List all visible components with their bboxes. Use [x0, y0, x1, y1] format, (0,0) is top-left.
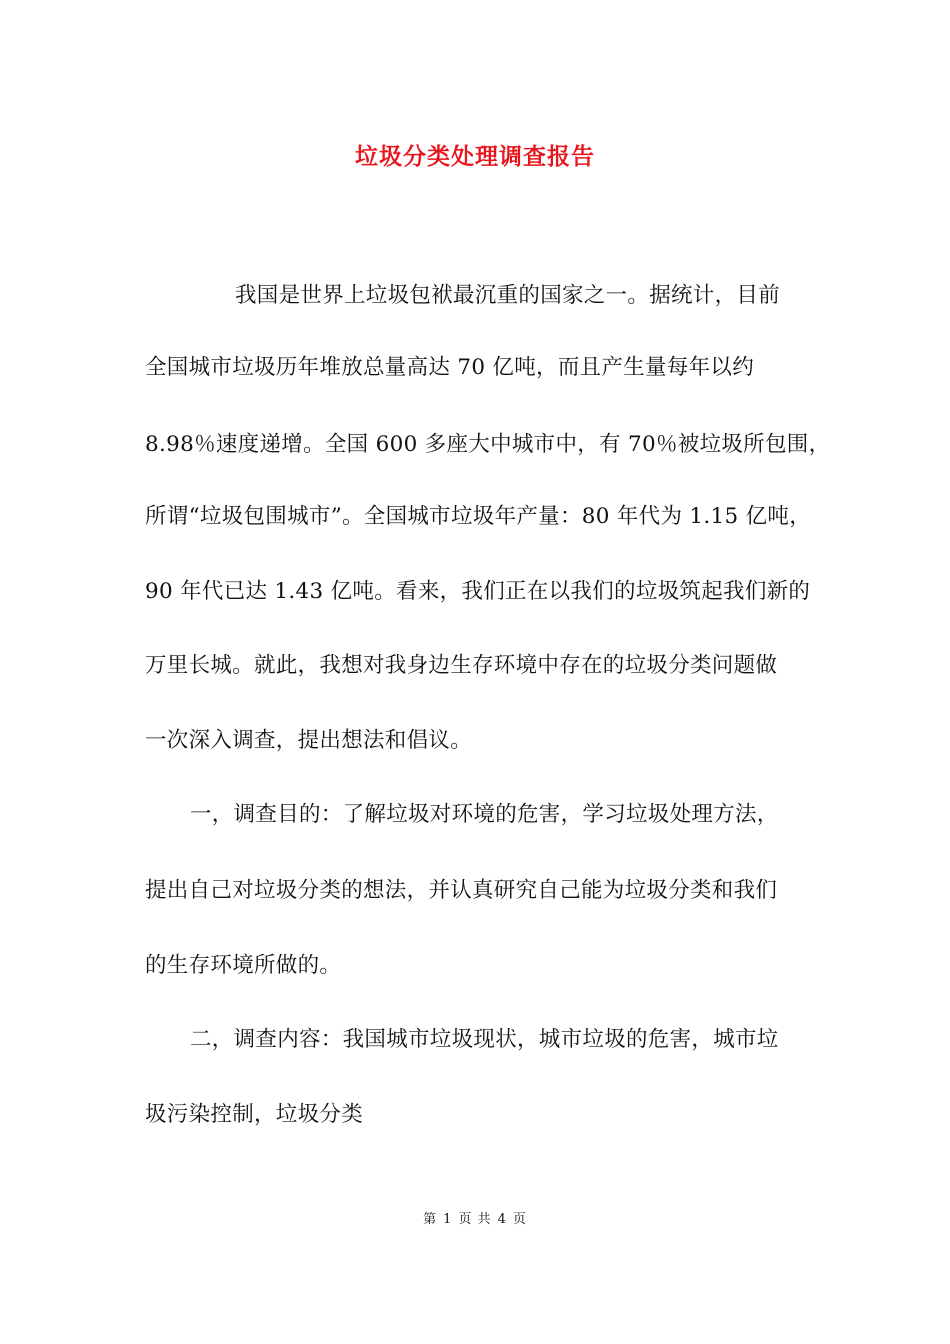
paragraph-line: 圾污染控制，垃圾分类: [145, 1102, 364, 1127]
footer-label-of: 页 共: [458, 1212, 492, 1227]
paragraph-line: 全国城市垃圾历年堆放总量高达 70 亿吨，而且产生量每年以约: [145, 355, 755, 380]
document-title: 垃圾分类处理调查报告: [355, 144, 595, 170]
paragraph-line: 一，调查目的：了解垃圾对环境的危害，学习垃圾处理方法，: [190, 802, 779, 827]
paragraph-line: 90 年代已达 1.43 亿吨。看来，我们正在以我们的垃圾筑起我们新的: [145, 579, 811, 604]
footer-label-end: 页: [512, 1212, 527, 1227]
paragraph-line: 的生存环境所做的。: [145, 953, 342, 978]
footer-total-pages: 4: [497, 1212, 507, 1227]
page-footer: [0, 1208, 950, 1227]
footer-label-page: 第: [423, 1212, 438, 1227]
paragraph-line: 8.98％速度递增。全国 600 多座大中城市中，有 70％被垃圾所包围，: [145, 432, 831, 457]
paragraph-line: 一次深入调查，提出想法和倡议。: [145, 728, 473, 753]
paragraph-line: 所谓“垃圾包围城市”。全国城市垃圾年产量：80 年代为 1.15 亿吨，: [145, 504, 812, 529]
paragraph-line: 万里长城。就此，我想对我身边生存环境中存在的垃圾分类问题做: [145, 653, 778, 678]
paragraph-line: 我国是世界上垃圾包袱最沉重的国家之一。据统计，目前: [235, 283, 781, 308]
paragraph-line: 二，调查内容：我国城市垃圾现状，城市垃圾的危害，城市垃: [190, 1027, 779, 1052]
footer-current-page: 1: [443, 1212, 453, 1227]
paragraph-line: 提出自己对垃圾分类的想法，并认真研究自己能为垃圾分类和我们: [145, 878, 778, 903]
